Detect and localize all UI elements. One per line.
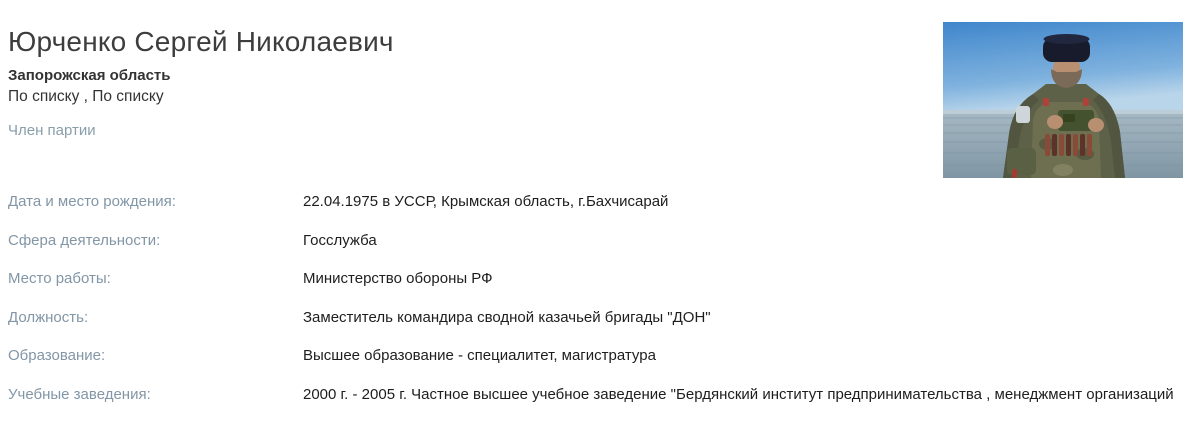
detail-value: Высшее образование - специалитет, магистратура xyxy=(303,347,656,364)
profile-photo xyxy=(943,22,1183,178)
details-table xyxy=(0,183,1188,414)
party-membership-label: Член партии xyxy=(8,122,96,139)
detail-value: Заместитель командира сводной казачьей бригады "ДОН" xyxy=(303,308,711,326)
page-title: Юрченко Сергей Николаевич xyxy=(8,26,394,57)
detail-value: Госслужба xyxy=(303,231,377,249)
detail-label: Образование: xyxy=(8,347,106,364)
detail-label: Дата и место рождения: xyxy=(8,193,176,210)
detail-row-education xyxy=(0,337,1188,376)
detail-row-workplace xyxy=(0,260,1188,299)
detail-row-birth xyxy=(0,183,1188,222)
profile-photo-illustration xyxy=(943,22,1183,178)
detail-label: Учебные заведения: xyxy=(8,385,151,403)
detail-row-sphere xyxy=(0,222,1188,261)
mandate-label: По списку , По списку xyxy=(8,88,164,105)
detail-label: Сфера деятельности: xyxy=(8,231,161,249)
detail-row-position xyxy=(0,299,1188,338)
detail-value: 22.04.1975 в УССР, Крымская область, г.Бахчисарай xyxy=(303,193,669,210)
detail-label: Место работы: xyxy=(8,270,111,287)
detail-row-institutions xyxy=(0,376,1188,415)
detail-value: 2000 г. - 2005 г. Частное высшее учебное заведение "Бердянский институт предпринимательства , менеджмент организаций xyxy=(303,385,1174,403)
detail-label: Должность: xyxy=(8,308,89,326)
detail-value: Министерство обороны РФ xyxy=(303,270,493,287)
region-label: Запорожская область xyxy=(8,67,171,84)
